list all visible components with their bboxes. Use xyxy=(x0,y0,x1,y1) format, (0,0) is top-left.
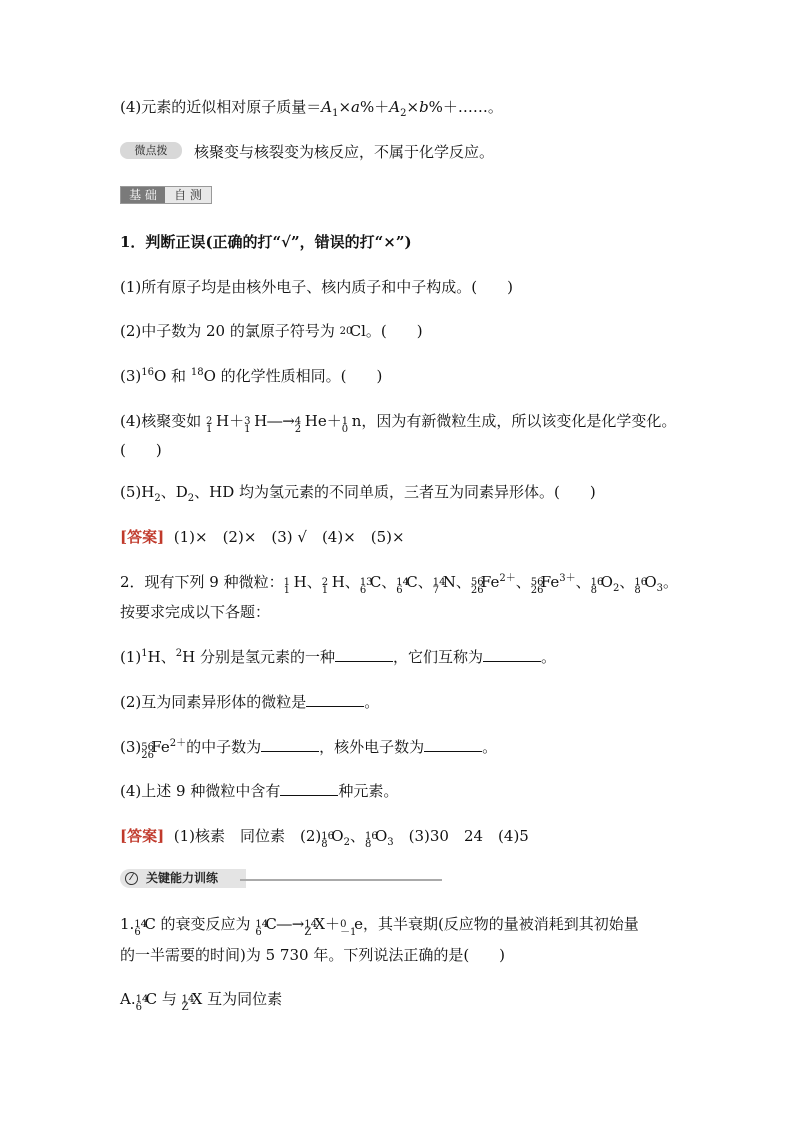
tip-text: 核聚变与核裂变为核反应，不属于化学反应。 xyxy=(194,143,495,161)
q2-item-3: (3) 56 26 $Fe^{2+}$的中子数为 ，核外电子数为 。 xyxy=(120,738,498,761)
q1-item-1: (1)所有原子均是由核外电子、核内质子和中子构成。( ) xyxy=(120,278,513,296)
q1-answer: [答案] (1)× (2)× (3) √ (4)× (5)× xyxy=(120,528,405,546)
tip-badge: 微点拨 xyxy=(120,142,182,159)
self-test-badge: 基 础 自 测 xyxy=(120,186,212,204)
q1-item-4-paren: ( ) xyxy=(120,441,162,459)
q2-subtitle: 按要求完成以下各题： xyxy=(120,603,271,621)
q1-item-2: (2)中子数为 20 的氯原子符号为 20 Cl。( ) xyxy=(120,322,423,340)
q3-title-cont: 的一半需要的时间)为 5 730 年。下列说法正确的是( ) xyxy=(120,946,506,964)
q1-title: 1．判断正误(正确的打“√”，错误的打“×”) xyxy=(120,233,412,251)
q2-title: 2．现有下列 9 种微粒： 1 1 H、 2 1 H、 13 6 C、 14 6 C、 14 7 N、 56 26 $Fe^{2+}$、 56 26 $Fe^{3+}$、 16 8 $O_2$、 16 8 $O_3$。 xyxy=(120,573,679,596)
answer-blank[interactable] xyxy=(483,647,541,662)
q2-item-2: (2)互为同素异形体的微粒是 。 xyxy=(120,693,380,711)
section-divider xyxy=(240,879,442,881)
q1-item-3: $(3)^{16}O$ 和 $^{18}$O 的化学性质相同。( ) xyxy=(120,367,383,385)
q2-item-1: $(1)^1H$、$^2$H 分别是氢元素的一种 ，它们互称为 。 xyxy=(120,648,556,666)
q3-title: 1. 14 6 C 的衰变反应为 14 6 C―→ 14 Z X＋ 0 －1 e，其半衰期(反应物的量被消耗到其初始量 xyxy=(120,915,639,938)
q3-option-a[interactable]: A. 14 6 C 与 14 Z X 互为同位素 xyxy=(120,990,283,1013)
answer-blank[interactable] xyxy=(424,737,482,752)
section-header xyxy=(120,869,442,889)
q2-answer: [答案] (1)核素 同位素 (2) 16 8 $O_2$、 16 8 $O_3$ (3)30 24 (4)5 xyxy=(120,827,529,850)
section-pill: ⁄ 关键能力训练 xyxy=(120,869,246,888)
q2-item-4: (4)上述 9 种微粒中含有 种元素。 xyxy=(120,782,399,800)
answer-blank[interactable] xyxy=(280,781,338,796)
answer-blank[interactable] xyxy=(306,692,364,707)
no-entry-icon: ⁄ xyxy=(125,872,138,885)
answer-blank[interactable] xyxy=(261,737,319,752)
q1-item-5: $(5)H_2$、$D_2$、HD 均为氢元素的不同单质，三者互为同素异形体。( ) xyxy=(120,483,596,504)
answer-blank[interactable] xyxy=(335,647,393,662)
formula-line: (4)元素的近似相对原子质量$=A_1\times a\%+A_2\times b\%+\dots\dots$。 xyxy=(120,98,503,119)
q1-item-4: (4)核聚变如 2 1 H＋ 3 1 H―→ 4 2 He＋ 1 0 n，因为有新微粒生成，所以该变化是化学变化。 xyxy=(120,412,677,435)
